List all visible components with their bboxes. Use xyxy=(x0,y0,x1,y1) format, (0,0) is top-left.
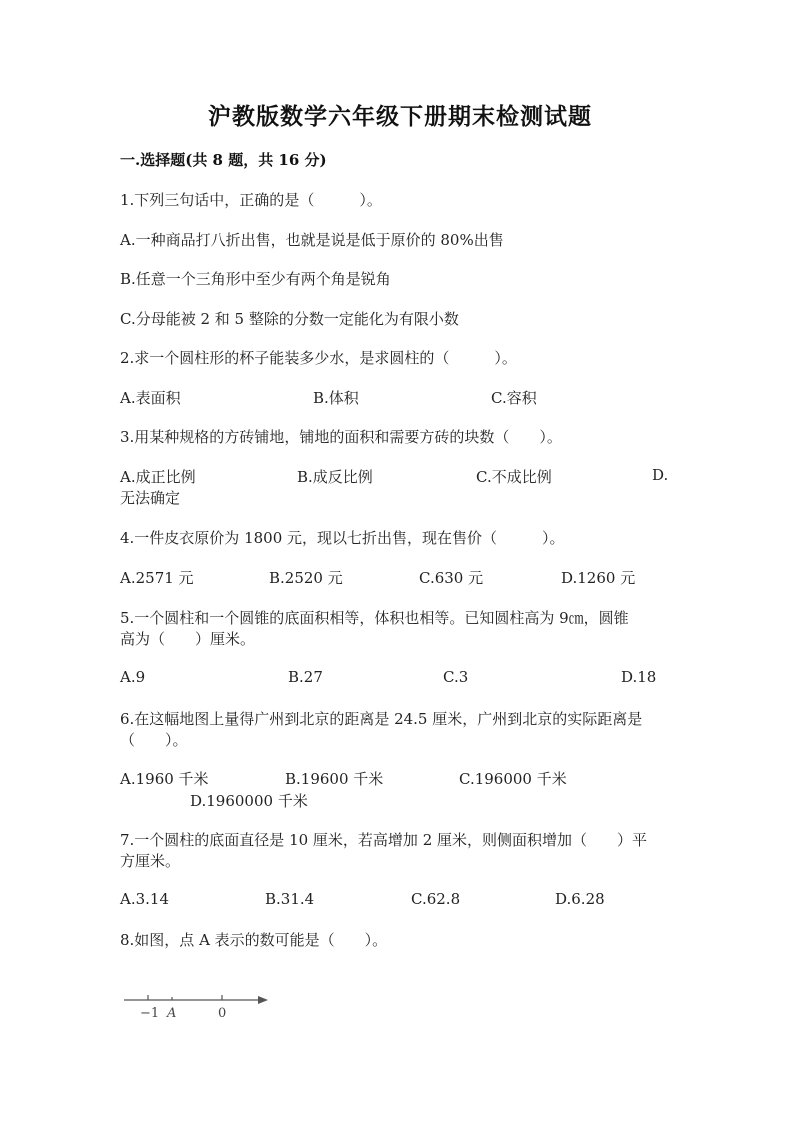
question-3-option-c[interactable]: C.不成比例 xyxy=(476,468,552,486)
question-1-stem: 1.下列三句话中，正确的是（ ）。 xyxy=(120,191,382,209)
question-5-option-b[interactable]: B.27 xyxy=(288,668,323,686)
question-1-option-c[interactable]: C.分母能被 2 和 5 整除的分数一定能化为有限小数 xyxy=(120,310,459,328)
question-6-option-d[interactable]: D.1960000 千米 xyxy=(190,792,308,810)
question-2-stem: 2.求一个圆柱形的杯子能装多少水，是求圆柱的（ ）。 xyxy=(120,349,517,367)
question-5-option-c[interactable]: C.3 xyxy=(443,668,469,686)
question-2-option-c[interactable]: C.容积 xyxy=(491,389,537,407)
question-6-option-c[interactable]: C.196000 千米 xyxy=(459,770,567,788)
question-3-stem: 3.用某种规格的方砖铺地，铺地的面积和需要方砖的块数（ ）。 xyxy=(120,428,562,446)
question-6-option-b[interactable]: B.19600 千米 xyxy=(285,770,384,788)
number-line-svg xyxy=(120,985,280,1025)
question-3-option-d-text[interactable]: 无法确定 xyxy=(120,489,181,507)
question-4-option-b[interactable]: B.2520 元 xyxy=(269,569,343,587)
question-7-stem-line-1: 7.一个圆柱的底面直径是 10 厘米，若高增加 2 厘米，则侧面积增加（ ）平 xyxy=(120,831,648,849)
label-zero: 0 xyxy=(218,1006,227,1021)
question-4-option-d[interactable]: D.1260 元 xyxy=(561,569,636,587)
question-2-option-a[interactable]: A.表面积 xyxy=(120,389,181,407)
question-6-option-a[interactable]: A.1960 千米 xyxy=(120,770,209,788)
question-5-stem-line-2: 高为（ ）厘米。 xyxy=(120,630,256,648)
number-line-figure xyxy=(120,985,280,1025)
question-7-option-d[interactable]: D.6.28 xyxy=(555,890,605,908)
question-6-stem-line-2: （ ）。 xyxy=(120,731,188,749)
label-point-a: A xyxy=(167,1006,177,1021)
number-line-arrow-icon xyxy=(258,996,268,1004)
section-heading: 一.选择题(共 8 题，共 16 分) xyxy=(120,151,327,169)
page-title: 沪教版数学六年级下册期末检测试题 xyxy=(208,103,592,130)
question-4-option-a[interactable]: A.2571 元 xyxy=(120,569,194,587)
question-1-option-a[interactable]: A.一种商品打八折出售，也就是说是低于原价的 80%出售 xyxy=(120,231,504,249)
question-7-option-c[interactable]: C.62.8 xyxy=(411,890,461,908)
question-6-stem-line-1: 6.在这幅地图上量得广州到北京的距离是 24.5 厘米，广州到北京的实际距离是 xyxy=(120,710,643,728)
label-neg-one: −1 xyxy=(140,1006,160,1021)
question-7-option-a[interactable]: A.3.14 xyxy=(120,890,169,908)
question-3-option-a[interactable]: A.成正比例 xyxy=(120,468,196,486)
question-3-option-d-prefix[interactable]: D. xyxy=(652,466,669,484)
question-8-stem: 8.如图，点 A 表示的数可能是（ ）。 xyxy=(120,931,388,949)
question-5-stem-line-1: 5.一个圆柱和一个圆锥的底面积相等，体积也相等。已知圆柱高为 9㎝，圆锥 xyxy=(120,609,629,627)
question-3-option-b[interactable]: B.成反比例 xyxy=(297,468,373,486)
question-5-option-a[interactable]: A.9 xyxy=(120,668,146,686)
question-2-option-b[interactable]: B.体积 xyxy=(313,389,359,407)
question-1-option-b[interactable]: B.任意一个三角形中至少有两个角是锐角 xyxy=(120,270,391,288)
question-4-stem: 4.一件皮衣原价为 1800 元，现以七折出售，现在售价（ ）。 xyxy=(120,529,565,547)
question-7-option-b[interactable]: B.31.4 xyxy=(265,890,315,908)
question-5-option-d[interactable]: D.18 xyxy=(621,668,657,686)
question-4-option-c[interactable]: C.630 元 xyxy=(419,569,484,587)
question-7-stem-line-2: 方厘米。 xyxy=(120,852,181,870)
